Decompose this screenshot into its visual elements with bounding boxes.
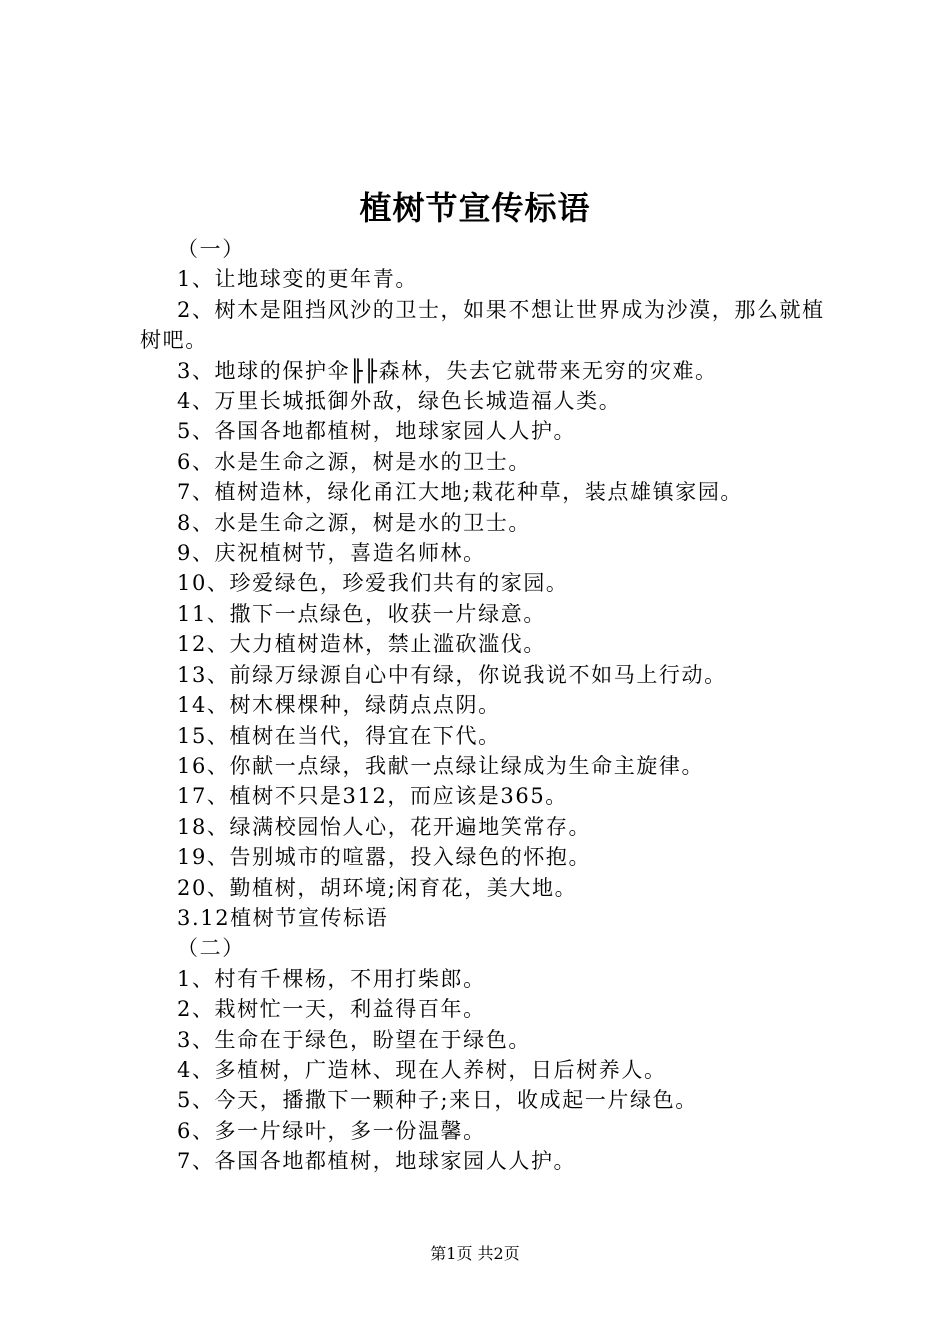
slogan-line: 3、地球的保护伞╟╟森林，失去它就带来无穷的灾难。 bbox=[177, 358, 718, 383]
slogan-line: 20、勤植树，胡环境;闲育花，美大地。 bbox=[177, 875, 578, 900]
document-title: 植树节宣传标语 bbox=[359, 189, 591, 227]
slogan-line: 16、你献一点绿，我献一点绿让绿成为生命主旋律。 bbox=[177, 753, 705, 778]
slogan-line: 1、村有千棵杨，不用打柴郎。 bbox=[177, 966, 486, 991]
slogan-line: 4、万里长城抵御外敌，绿色长城造福人类。 bbox=[177, 389, 622, 414]
section-heading-2: （二） bbox=[177, 936, 245, 961]
slogan-line: 12、大力植树造林，禁止滥砍滥伐。 bbox=[177, 632, 546, 657]
slogan-line: 1、让地球变的更年青。 bbox=[177, 267, 418, 292]
slogan-line: 6、多一片绿叶，多一份温馨。 bbox=[177, 1118, 486, 1143]
slogan-line: 7、植树造林，绿化甬江大地;栽花种草，装点雄镇家园。 bbox=[177, 480, 744, 505]
page-footer: 第1页 共2页 bbox=[430, 1244, 520, 1263]
slogan-line: 13、前绿万绿源自心中有绿，你说我说不如马上行动。 bbox=[177, 662, 727, 687]
subheading: 3.12植树节宣传标语 bbox=[177, 905, 389, 930]
slogan-line: 4、多植树，广造林、现在人养树，日后树养人。 bbox=[177, 1057, 667, 1082]
section-heading-1: （一） bbox=[177, 237, 245, 261]
slogan-line: 7、各国各地都植树，地球家园人人护。 bbox=[177, 1149, 577, 1174]
slogan-line: 5、今天，播撒下一颗种子;来日，收成起一片绿色。 bbox=[177, 1088, 698, 1113]
slogan-line: 8、水是生命之源，树是水的卫士。 bbox=[177, 510, 531, 535]
slogan-line: 19、告别城市的喧嚣，投入绿色的怀抱。 bbox=[177, 845, 592, 870]
slogan-line: 15、植树在当代，得宜在下代。 bbox=[177, 723, 501, 748]
slogan-line: 3、生命在于绿色，盼望在于绿色。 bbox=[177, 1027, 531, 1052]
slogan-line: 14、树木棵棵种，绿荫点点阴。 bbox=[177, 693, 501, 718]
slogan-line: 17、植树不只是312，而应该是365。 bbox=[177, 784, 568, 809]
document-body bbox=[140, 234, 840, 1177]
slogan-line: 18、绿满校园怡人心，花开遍地笑常存。 bbox=[177, 814, 592, 839]
slogan-line: 5、各国各地都植树，地球家园人人护。 bbox=[177, 419, 577, 444]
slogan-line: 10、珍爱绿色，珍爱我们共有的家园。 bbox=[177, 571, 569, 596]
slogan-line: 2、树木是阻挡风沙的卫士，如果不想让世界成为沙漠，那么就植树吧。 bbox=[140, 297, 825, 353]
slogan-line: 6、水是生命之源，树是水的卫士。 bbox=[177, 449, 531, 474]
slogan-line: 2、栽树忙一天，利益得百年。 bbox=[177, 997, 486, 1022]
slogan-line: 9、庆祝植树节，喜造名师林。 bbox=[177, 541, 486, 566]
slogan-line: 11、撒下一点绿色，收获一片绿意。 bbox=[177, 601, 546, 626]
